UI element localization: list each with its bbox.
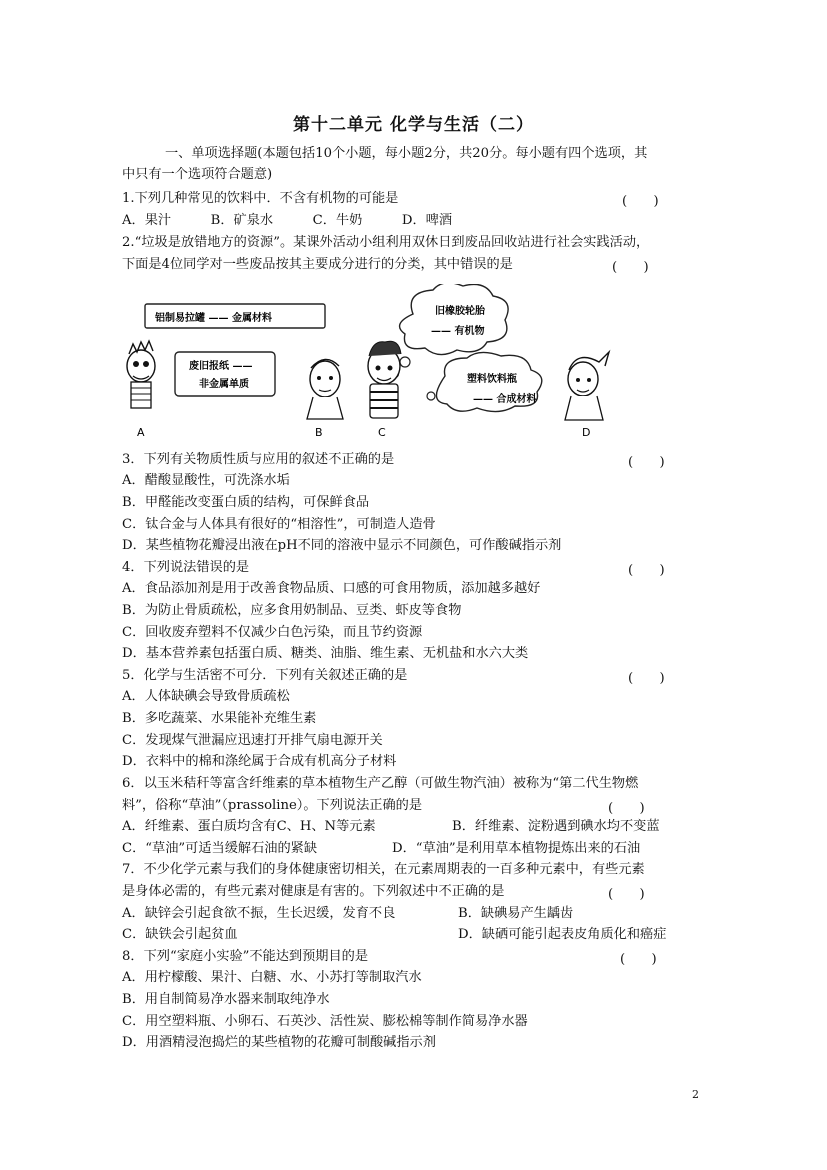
q1-options: A．果汁 B．矿泉水 C．牛奶 D．啤酒 — [122, 213, 453, 228]
q3-option-c: C．钛合金与人体具有很好的“相溶性”，可制造人造骨 — [122, 517, 436, 532]
q7-stem-line2: 是身体必需的，有些元素对健康是有害的。下列叙述中不正确的是 — [122, 884, 505, 899]
q5-stem: 5．化学与生活密不可分．下列有关叙述正确的是 — [122, 668, 408, 683]
q3-answer-paren: ( ) — [628, 455, 665, 470]
q8-stem: 8．下列“家庭小实验”不能达到预期目的是 — [122, 949, 369, 964]
q5-option-a: A．人体缺碘会导致骨质疏松 — [122, 689, 290, 704]
page-title: 第十二单元 化学与生活（二） — [293, 115, 534, 135]
page-number: 2 — [692, 1088, 699, 1101]
q8-option-d: D．用酒精浸泡捣烂的某些植物的花瓣可制酸碱指示剂 — [122, 1035, 436, 1050]
character-c — [368, 341, 401, 418]
q8-answer-paren: ( ) — [620, 952, 657, 967]
q6-option-b: B．纤维素、淀粉遇到碘水均不变蓝 — [452, 819, 660, 834]
q6-stem-line1: 6．以玉米秸秆等富含纤维素的草本植物生产乙醇（可做生物汽油）被称为“第二代生物燃 — [122, 776, 639, 791]
q6-answer-paren: ( ) — [608, 801, 645, 816]
q1-answer-paren: ( ) — [622, 194, 659, 209]
q6-option-a: A．纤维素、蛋白质均含有C、H、N等元素 — [122, 819, 376, 834]
q1-stem: 1.下列几种常见的饮料中．不含有机物的可能是 — [122, 191, 399, 206]
q4-option-c: C．回收废弃塑料不仅减少白色污染，而且节约资源 — [122, 625, 423, 640]
q2-answer-paren: ( ) — [612, 260, 649, 275]
q7-option-a: A．缺锌会引起食欲不振，生长迟缓，发育不良 — [122, 906, 396, 921]
label-b: B — [315, 426, 323, 439]
character-b — [307, 359, 343, 419]
q6-option-c: C．“草油”可适当缓解石油的紧缺 — [122, 841, 318, 856]
label-a: A — [137, 426, 145, 439]
q2-cartoon-figure — [123, 284, 628, 442]
q6-option-d: D．“草油”是利用草本植物提炼出来的石油 — [392, 841, 641, 856]
q2-stem-line2: 下面是4位同学对一些废品按其主要成分进行的分类，其中错误的是 — [122, 257, 513, 272]
q5-option-d: D．衣料中的棉和涤纶属于合成有机高分子材料 — [122, 754, 397, 769]
bubble-b-text1: 废旧报纸 —— — [189, 361, 253, 372]
bubble-d-text2: —— 合成材料 — [473, 394, 537, 405]
q4-option-b: B．为防止骨质疏松，应多食用奶制品、豆类、虾皮等食物 — [122, 603, 462, 618]
bubble-d-text1: 塑料饮料瓶 — [467, 374, 517, 385]
bubble-c-text2: —— 有机物 — [431, 326, 485, 337]
q8-option-b: B．用自制简易净水器来制取纯净水 — [122, 992, 330, 1007]
q4-stem: 4．下列说法错误的是 — [122, 560, 250, 575]
q4-option-a: A．食品添加剂是用于改善食物品质、口感的可食用物质，添加越多越好 — [122, 581, 541, 596]
bubble-c — [400, 284, 509, 355]
bubble-c-text1: 旧橡胶轮胎 — [435, 306, 485, 317]
q7-option-d: D．缺硒可能引起表皮角质化和癌症 — [458, 927, 667, 942]
bubble-b-text2: 非金属单质 — [199, 379, 249, 390]
q7-stem-line1: 7．不少化学元素与我们的身体健康密切相关，在元素周期表的一百多种元素中，有些元素 — [122, 862, 645, 877]
q7-option-c: C．缺铁会引起贫血 — [122, 927, 238, 942]
q4-answer-paren: ( ) — [628, 563, 665, 578]
q7-answer-paren: ( ) — [608, 887, 645, 902]
q3-stem: 3．下列有关物质性质与应用的叙述不正确的是 — [122, 452, 395, 467]
q5-answer-paren: ( ) — [628, 671, 665, 686]
bubble-a-text: 铝制易拉罐 —— 金属材料 — [155, 313, 272, 324]
q3-option-d: D．某些植物花瓣浸出液在pH不同的溶液中显示不同颜色，可作酸碱指示剂 — [122, 538, 562, 553]
character-a — [127, 341, 155, 408]
q5-option-c: C．发现煤气泄漏应迅速打开排气扇电源开关 — [122, 733, 383, 748]
q7-option-b: B．缺碘易产生龋齿 — [458, 906, 574, 921]
q8-option-c: C．用空塑料瓶、小卵石、石英沙、活性炭、膨松棉等制作简易净水器 — [122, 1014, 528, 1029]
q4-option-d: D．基本营养素包括蛋白质、糖类、油脂、维生素、无机盐和水六大类 — [122, 646, 529, 661]
q3-option-a: A．醋酸显酸性，可洗涤水垢 — [122, 473, 290, 488]
q2-stem-line1: 2.“垃圾是放错地方的资源”。某课外活动小组利用双休日到废品回收站进行社会实践活动， — [122, 235, 650, 250]
label-c: C — [378, 426, 386, 439]
character-d — [565, 352, 609, 420]
section-intro-line2: 中只有一个选项符合题意) — [122, 167, 273, 182]
q5-option-b: B．多吃蔬菜、水果能补充维生素 — [122, 711, 317, 726]
label-d: D — [582, 426, 591, 439]
q3-option-b: B．甲醛能改变蛋白质的结构，可保鲜食品 — [122, 495, 370, 510]
q8-option-a: A．用柠檬酸、果汁、白糖、水、小苏打等制取汽水 — [122, 970, 422, 985]
q6-stem-line2: 料”，俗称“草油”（prassoline）。下列说法正确的是 — [122, 798, 423, 813]
section-intro-line1: 一、单项选择题(本题包括10个小题，每小题2分，共20分。每小题有四个选项，其 — [165, 146, 648, 161]
